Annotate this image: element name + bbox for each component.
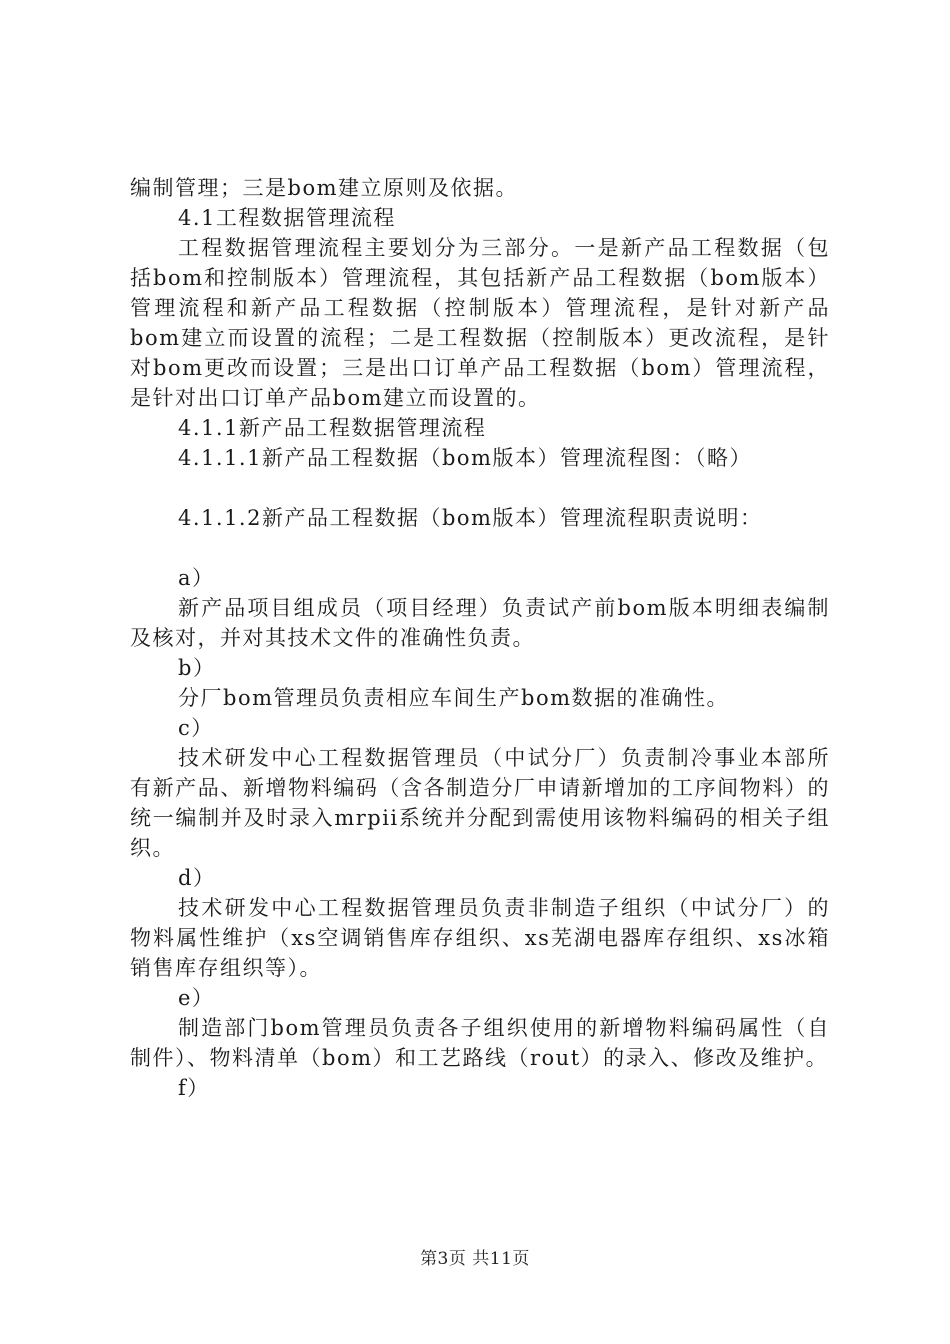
heading-4-1-1: 4.1.1新产品工程数据管理流程 [178, 416, 487, 440]
heading-4-1: 4.1工程数据管理流程 [178, 206, 396, 230]
list-item-label-d: d） [178, 866, 216, 890]
list-item-label-f: f） [178, 1076, 210, 1100]
heading-4-1-1-2: 4.1.1.2新产品工程数据（bom版本）管理流程职责说明： [178, 506, 763, 530]
spacer [130, 473, 830, 503]
list-item-text-d: 技术研发中心工程数据管理员负责非制造子组织（中试分厂）的物料属性维护（xs空调销售库存组织、xs芜湖电器库存组织、xs冰箱销售库存组织等）。 [130, 896, 830, 980]
list-item-label-c: c） [178, 716, 214, 740]
spacer [130, 533, 830, 563]
list-item-label-b: b） [178, 656, 216, 680]
list-item-text-a: 新产品项目组成员（项目经理）负责试产前bom版本明细表编制及核对，并对其技术文件的准确性负责。 [130, 596, 830, 650]
list-item-label-a: a） [178, 566, 215, 590]
heading-4-1-1-1: 4.1.1.1新产品工程数据（bom版本）管理流程图：（略） [178, 446, 752, 470]
paragraph-intro: 编制管理；三是bom建立原则及依据。 [130, 176, 518, 200]
paragraph-overview: 工程数据管理流程主要划分为三部分。一是新产品工程数据（包括bom和控制版本）管理流程，其包括新产品工程数据（bom版本）管理流程和新产品工程数据（控制版本）管理流程，是针对新产品bom建立而设置的流程；二是工程数据（控制版本）更改流程，是针对bom更改而设置；三是出口订单产品工程数据（bom）管理流程，是针对出口订单产品bom建立而设置的。 [130, 236, 830, 410]
list-item-text-e: 制造部门bom管理员负责各子组织使用的新增物料编码属性（自制件）、物料清单（bom）和工艺路线（rout）的录入、修改及维护。 [130, 1016, 830, 1070]
document-body [130, 173, 830, 1103]
list-item-text-b: 分厂bom管理员负责相应车间生产bom数据的准确性。 [178, 686, 729, 710]
list-item-text-c: 技术研发中心工程数据管理员（中试分厂）负责制冷事业本部所有新产品、新增物料编码（含各制造分厂申请新增加的工序间物料）的统一编制并及时录入mrpii系统并分配到需使用该物料编码的相关子组织。 [130, 746, 830, 860]
list-item-label-e: e） [178, 986, 215, 1010]
page-footer: 第3页 共11页 [420, 1249, 530, 1269]
